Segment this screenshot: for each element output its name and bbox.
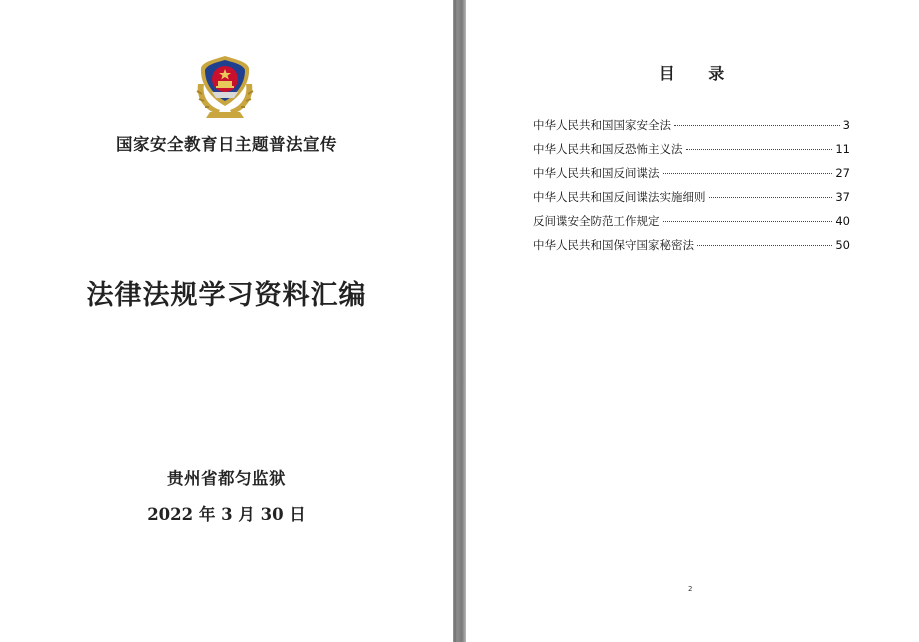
page-number: 2 [688,585,693,593]
toc-entry[interactable] [533,141,850,165]
toc-entry[interactable] [533,213,850,237]
toc-entry-page: 11 [835,142,850,156]
toc-page [466,0,919,642]
toc-entry-title: 中华人民共和国反恐怖主义法 [533,142,683,156]
toc-heading: 目 录 [658,64,739,83]
toc-entry[interactable] [533,237,850,261]
police-emblem-icon [190,54,260,120]
cover-organization: 贵州省都匀监狱 [167,469,286,488]
toc-entry-page: 40 [835,214,850,228]
toc-leader-dots [709,197,833,198]
toc-leader-dots [697,245,832,246]
toc-leader-dots [686,149,833,150]
toc-leader-dots [674,125,840,126]
toc-entry[interactable] [533,165,850,189]
toc-leader-dots [663,221,833,222]
toc-entry-page: 27 [835,166,850,180]
toc-entry-title: 中华人民共和国反间谍法实施细则 [533,190,706,204]
cover-subtitle: 国家安全教育日主题普法宣传 [116,135,337,154]
toc-entry-title: 反间谍安全防范工作规定 [533,214,660,228]
toc-leader-dots [663,173,833,174]
page-gutter [453,0,466,642]
cover-page [0,0,453,642]
toc-entry-page: 37 [835,190,850,204]
cover-title: 法律法规学习资料汇编 [86,280,367,311]
toc-entry-title: 中华人民共和国国家安全法 [533,118,671,132]
toc-entry[interactable] [533,189,850,213]
toc-entry-page: 3 [842,118,850,132]
toc-list [533,117,850,261]
toc-entry[interactable] [533,117,850,141]
toc-entry-title: 中华人民共和国反间谍法 [533,166,660,180]
toc-entry-page: 50 [835,238,850,252]
toc-entry-title: 中华人民共和国保守国家秘密法 [533,238,694,252]
cover-date: 2022 年 3 月 30 日 [147,505,306,524]
